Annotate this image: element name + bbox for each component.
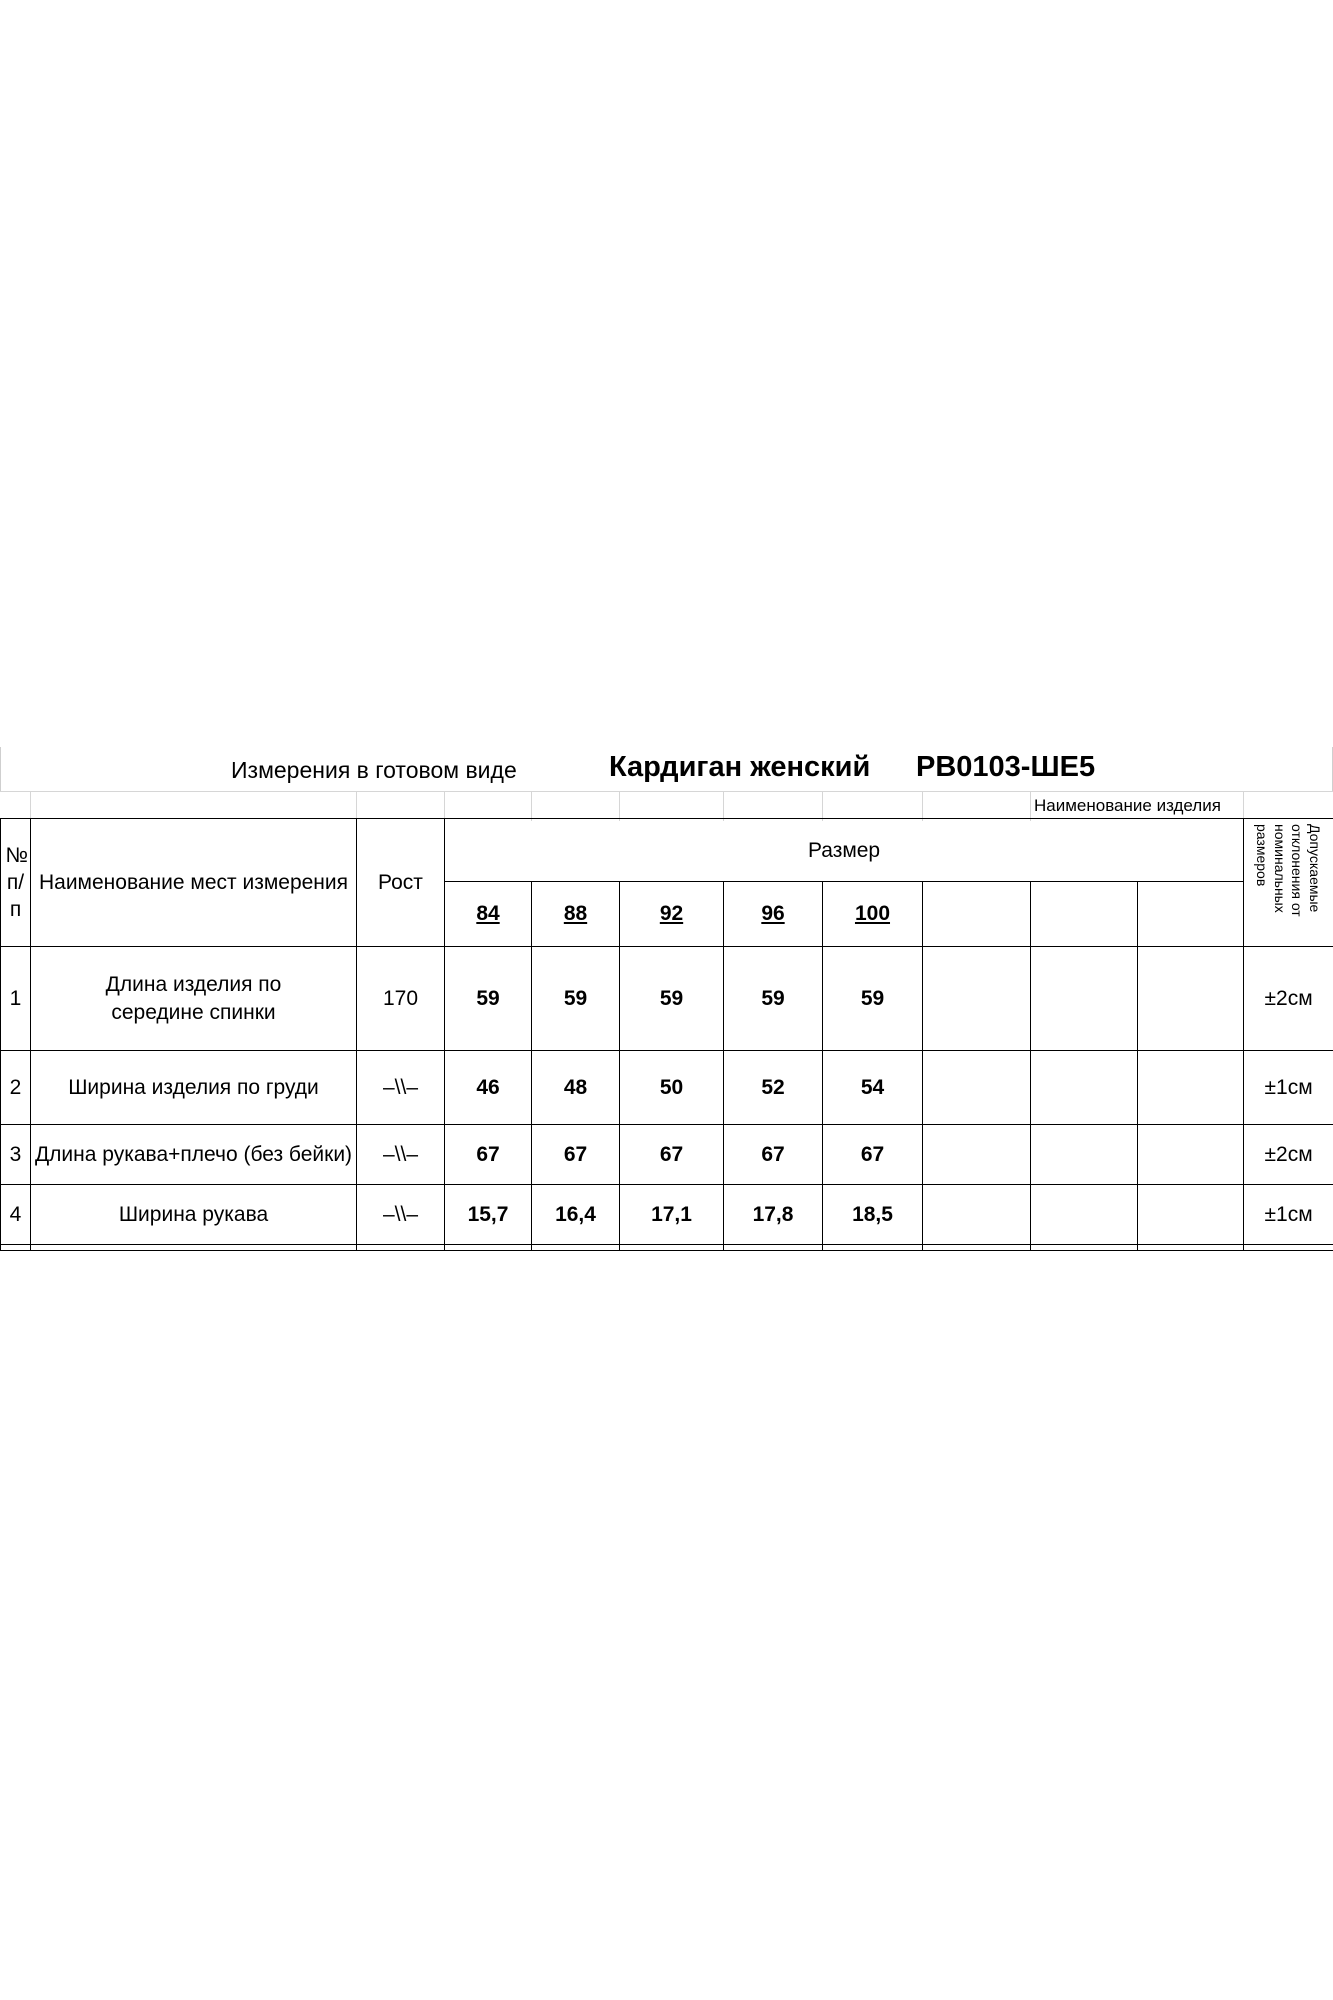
product-code: РВ0103-ШЕ5 (916, 751, 1096, 783)
col-header-tolerance: Допускаемые отклонения от номинальных размеров (1244, 819, 1333, 947)
row-value: 67 (724, 1125, 823, 1185)
row-value: 67 (620, 1125, 724, 1185)
row-value: 17,8 (724, 1185, 823, 1245)
row-number: 4 (1, 1185, 31, 1245)
row-empty (1138, 1125, 1244, 1185)
col-header-size: Размер (445, 819, 1244, 882)
measurement-sheet (0, 747, 1333, 1252)
row-empty (1031, 1125, 1138, 1185)
product-title: Кардиган женский (609, 751, 871, 783)
size-empty (923, 882, 1031, 947)
row-value: 59 (532, 947, 620, 1051)
row-tolerance: ±1см (1244, 1185, 1333, 1245)
title-strip (0, 747, 1333, 791)
table-row (1, 1185, 1333, 1245)
table-row (1, 1051, 1333, 1125)
row-number: 3 (1, 1125, 31, 1185)
row-tolerance: ±2см (1244, 1125, 1333, 1185)
row-value: 54 (823, 1051, 923, 1125)
row-empty (1138, 947, 1244, 1051)
row-empty (923, 1185, 1031, 1245)
size-92: 92 (620, 882, 724, 947)
row-height: 170 (357, 947, 445, 1051)
col-header-number: № п/п (1, 819, 31, 947)
row-empty (923, 1125, 1031, 1185)
size-empty (1138, 882, 1244, 947)
row-measure-name: Длина изделия по середине спинки (31, 947, 357, 1051)
row-value: 67 (823, 1125, 923, 1185)
row-tolerance: ±1см (1244, 1051, 1333, 1125)
row-empty (1138, 1051, 1244, 1125)
row-measure-name: Длина рукава+плечо (без бейки) (31, 1125, 357, 1185)
size-84: 84 (445, 882, 532, 947)
row-value: 16,4 (532, 1185, 620, 1245)
product-name-label: Наименование изделия (1034, 796, 1221, 815)
row-value: 52 (724, 1051, 823, 1125)
row-height: –\\– (357, 1125, 445, 1185)
row-value: 67 (445, 1125, 532, 1185)
size-empty (1031, 882, 1138, 947)
row-value: 59 (823, 947, 923, 1051)
row-value: 67 (532, 1125, 620, 1185)
row-value: 18,5 (823, 1185, 923, 1245)
size-table (0, 818, 1333, 1251)
row-empty (1031, 1185, 1138, 1245)
row-value: 15,7 (445, 1185, 532, 1245)
row-value: 46 (445, 1051, 532, 1125)
row-empty (1031, 1051, 1138, 1125)
row-tolerance: ±2см (1244, 947, 1333, 1051)
row-height: –\\– (357, 1185, 445, 1245)
row-number: 1 (1, 947, 31, 1051)
measurements-label: Измерения в готовом виде (231, 757, 517, 783)
table-row-spacer (1, 1245, 1333, 1251)
col-header-measure-name: Наименование мест измерения (31, 819, 357, 947)
header-row-1 (1, 819, 1333, 882)
row-value: 17,1 (620, 1185, 724, 1245)
row-value: 59 (620, 947, 724, 1051)
size-96: 96 (724, 882, 823, 947)
size-88: 88 (532, 882, 620, 947)
row-value: 50 (620, 1051, 724, 1125)
row-empty (923, 947, 1031, 1051)
row-value: 48 (532, 1051, 620, 1125)
row-empty (923, 1051, 1031, 1125)
col-header-height: Рост (357, 819, 445, 947)
row-measure-name: Ширина рукава (31, 1185, 357, 1245)
size-100: 100 (823, 882, 923, 947)
row-height: –\\– (357, 1051, 445, 1125)
row-value: 59 (724, 947, 823, 1051)
row-value: 59 (445, 947, 532, 1051)
table-row (1, 947, 1333, 1051)
row-empty (1031, 947, 1138, 1051)
row-measure-name: Ширина изделия по груди (31, 1051, 357, 1125)
table-row (1, 1125, 1333, 1185)
row-empty (1138, 1185, 1244, 1245)
row-number: 2 (1, 1051, 31, 1125)
